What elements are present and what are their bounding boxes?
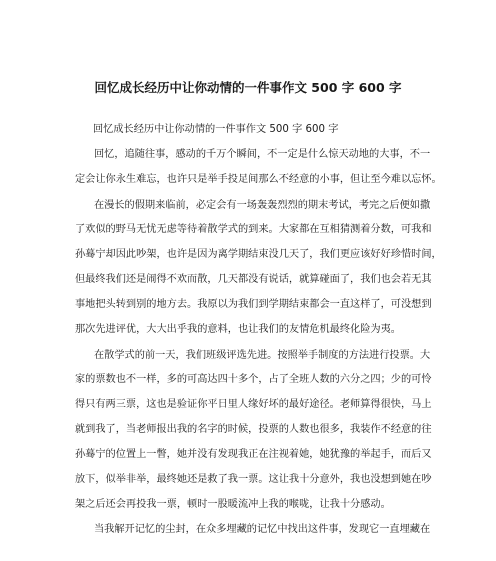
text-line: 当我解开记忆的尘封，在众多埋藏的记忆中找出这件事，发现它一直埋藏在 [94, 524, 431, 535]
text-line: 回忆成长经历中让你动情的一件事作文 500 字 600 字 [93, 124, 339, 135]
text-line: 家的票数也不一样，多的可高达四十多个，占了全班人数的六分之四；少的可怜 [75, 374, 432, 385]
text-line: 在散学式的前一天，我们班级评选先进。按照举手制度的方法进行投票。大 [94, 350, 431, 361]
text-line: 放下，似举非举，最终她还是救了我一票。这让我十分意外，我也没想到她在吵 [75, 474, 432, 485]
document-title: 回忆成长经历中让你动情的一件事作文 500 字 600 字 [94, 80, 402, 95]
text-line: 定会让你永生难忘，也许只是举手投足间那么不经意的小事，但让至今难以忘怀。 [75, 174, 442, 185]
text-line: 回忆，追随往事，感动的千万个瞬间，不一定是什么惊天动地的大事，不一 [94, 149, 431, 160]
text-line: 得只有两三票，这也是验证你平日里人缘好坏的最好途径。老师算得很快，马上 [75, 399, 432, 410]
text-line: 了欢似的野马无忧无虑等待着散学式的到来。大家都在互相猜测着分数，可我和 [75, 224, 432, 235]
text-line: 事地把头转到别的地方去。我原以为我们到学期结束都会一直这样了，可没想到 [75, 299, 432, 310]
text-line: 那次先进评优，大大出乎我的意料，也让我们的友情危机最终化险为夷。 [75, 324, 401, 335]
text-line: 就到我了，当老师报出我的名字的时候，投票的人数也很多，我装作不经意的往 [75, 424, 432, 435]
text-line: 孙蓦宁的位置上一瞥，她并没有发现我正在注视着她，她犹豫的举起手，而后又 [75, 449, 432, 460]
text-line: 但最终我们还是闹得不欢而散，几天都没有说话，就算碰面了，我们也会若无其 [75, 274, 432, 285]
text-line: 孙蓦宁却因此吵架，也许是因为离学期结束没几天了，我们更应该好好珍惜时间， [75, 249, 442, 260]
text-line: 在漫长的假期来临前，必定会有一场轰轰烈烈的期末考试，考完之后便如撒 [94, 200, 431, 211]
text-line: 架之后还会再投我一票，顿时一股暖流冲上我的喉咙，让我十分感动。 [75, 499, 391, 510]
